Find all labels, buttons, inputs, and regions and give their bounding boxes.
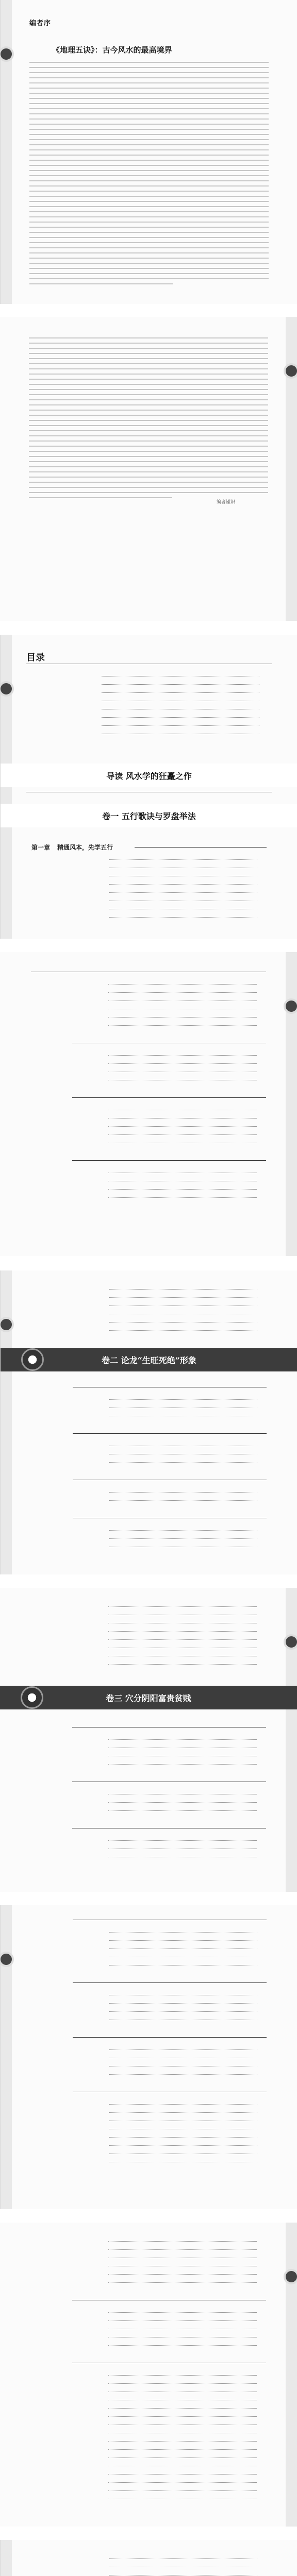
toc-entry[interactable] bbox=[41, 1060, 266, 1066]
preface-body-continued bbox=[29, 337, 268, 502]
toc-entry[interactable] bbox=[41, 2438, 266, 2444]
toc-entry[interactable] bbox=[41, 1052, 266, 1058]
toc-item[interactable] bbox=[29, 714, 267, 720]
toc-entry[interactable] bbox=[41, 2317, 266, 2324]
toc-entry[interactable] bbox=[42, 1319, 267, 1325]
toc-entry[interactable] bbox=[41, 1744, 266, 1751]
book-page-5 bbox=[0, 1270, 297, 1574]
toc-entry[interactable] bbox=[42, 1945, 267, 1952]
toc-entry[interactable] bbox=[41, 2421, 266, 2428]
page-spine bbox=[286, 1588, 297, 1892]
spine-emblem-icon bbox=[0, 1952, 14, 1967]
page-spine bbox=[1, 1270, 12, 1574]
chapter-rule bbox=[135, 847, 267, 848]
toc-entry[interactable] bbox=[42, 2109, 267, 2115]
toc-entry[interactable] bbox=[41, 2430, 266, 2436]
toc-entry[interactable] bbox=[41, 2454, 266, 2461]
chapter-rule bbox=[73, 1982, 267, 1983]
toc-entry[interactable] bbox=[41, 1077, 266, 1083]
toc-entry[interactable] bbox=[42, 906, 267, 912]
page-spine bbox=[286, 2223, 297, 2527]
toc-entry[interactable] bbox=[41, 1653, 266, 1659]
preface-body bbox=[29, 62, 269, 289]
toc-entry[interactable] bbox=[41, 1761, 266, 1767]
toc-entry[interactable] bbox=[42, 1954, 267, 1960]
toc-entry[interactable] bbox=[42, 2142, 267, 2148]
toc-entry[interactable] bbox=[41, 2372, 266, 2378]
toc-entry[interactable] bbox=[42, 1459, 267, 1465]
toc-entry[interactable] bbox=[41, 1115, 266, 1121]
toc-entry[interactable] bbox=[42, 2055, 267, 2061]
page-spine bbox=[1, 2540, 12, 2576]
book-page-6 bbox=[0, 1588, 297, 1892]
volume-title: 卷二 论龙“生旺死绝”形象 bbox=[102, 1355, 196, 1365]
toc-entry[interactable] bbox=[42, 856, 267, 862]
toc-item[interactable] bbox=[29, 722, 267, 728]
toc-entry[interactable] bbox=[42, 2134, 267, 2140]
chapter-heading: 第一章 bbox=[31, 844, 51, 851]
toc-entry[interactable] bbox=[41, 2479, 266, 2485]
toc-item[interactable] bbox=[29, 681, 267, 687]
toc-title: 目录 bbox=[26, 652, 45, 663]
toc-entry[interactable] bbox=[41, 1645, 266, 1651]
toc-entry[interactable] bbox=[41, 1107, 266, 1113]
toc-entry[interactable] bbox=[42, 1992, 267, 1998]
toc-entry[interactable] bbox=[41, 2309, 266, 2315]
toc-entry[interactable] bbox=[41, 1845, 266, 1852]
toc-entry[interactable] bbox=[42, 1937, 267, 1943]
volume-title: 卷一 五行歌诀与罗盘举法 bbox=[102, 811, 196, 821]
toc-entry[interactable] bbox=[42, 1489, 267, 1495]
chapter-rule bbox=[73, 1433, 267, 1434]
toc-entry[interactable] bbox=[42, 1294, 267, 1300]
toc-entry[interactable] bbox=[41, 2279, 266, 2285]
guide-title: 导读 风水学的狂矗之作 bbox=[106, 771, 192, 781]
toc-entry[interactable] bbox=[42, 2126, 267, 2132]
guide-banner bbox=[1, 764, 297, 787]
spine-emblem-icon bbox=[0, 46, 14, 62]
signature: 编者谨识 bbox=[216, 500, 235, 505]
toc-entry[interactable] bbox=[42, 2117, 267, 2124]
toc-entry[interactable] bbox=[41, 1186, 266, 1192]
toc-entry[interactable] bbox=[42, 2046, 267, 2053]
toc-entry[interactable] bbox=[41, 1131, 266, 1138]
page-spine bbox=[286, 952, 297, 1256]
toc-entry[interactable] bbox=[41, 997, 266, 1004]
chapter-rule bbox=[72, 1160, 266, 1161]
toc-entry[interactable] bbox=[41, 1612, 266, 1618]
book-page-9 bbox=[0, 2540, 297, 2576]
toc-entry[interactable] bbox=[41, 2446, 266, 2452]
toc-entry[interactable] bbox=[42, 1404, 267, 1411]
book-page-8 bbox=[0, 2223, 297, 2527]
book-page-1 bbox=[0, 0, 297, 304]
toc-entry[interactable] bbox=[42, 1286, 267, 1292]
toc-entry[interactable] bbox=[41, 989, 266, 995]
volume-title: 卷三 穴分阴阳富贵贫贱 bbox=[106, 1693, 191, 1703]
book-page-3 bbox=[0, 635, 297, 939]
toc-entry[interactable] bbox=[41, 2471, 266, 2477]
toc-entry[interactable] bbox=[42, 2150, 267, 2157]
toc-entry[interactable] bbox=[41, 1170, 266, 1176]
toc-entry[interactable] bbox=[41, 2334, 266, 2340]
toc-entry[interactable] bbox=[41, 2255, 266, 2261]
toc-entry[interactable] bbox=[42, 1443, 267, 1449]
toc-item[interactable] bbox=[29, 706, 267, 712]
preface-title: 《地理五诀》：古今风水的最高境界 bbox=[52, 45, 172, 55]
toc-entry[interactable] bbox=[42, 2159, 267, 2165]
toc-item[interactable] bbox=[29, 731, 267, 737]
toc-entry[interactable] bbox=[41, 1603, 266, 1609]
toc-entry[interactable] bbox=[42, 1327, 267, 1333]
toc-entry[interactable] bbox=[41, 981, 266, 987]
toc-entry[interactable] bbox=[41, 1628, 266, 1634]
toc-entry[interactable] bbox=[41, 1123, 266, 1129]
bagua-emblem-icon bbox=[21, 1348, 44, 1371]
toc-entry[interactable] bbox=[42, 2000, 267, 2006]
spine-emblem-icon bbox=[284, 998, 297, 1014]
toc-entry[interactable] bbox=[42, 1962, 267, 1968]
toc-entry[interactable] bbox=[41, 1014, 266, 1020]
toc-entry[interactable] bbox=[41, 2463, 266, 2469]
toc-item[interactable] bbox=[29, 673, 267, 679]
toc-entry[interactable] bbox=[42, 2555, 267, 2562]
toc-entry[interactable] bbox=[41, 2342, 266, 2348]
toc-entry[interactable] bbox=[42, 2101, 267, 2107]
spine-emblem-icon bbox=[0, 1317, 14, 1332]
toc-entry[interactable] bbox=[42, 2071, 267, 2077]
spine-emblem-icon bbox=[284, 1634, 297, 1650]
spine-emblem-icon bbox=[284, 363, 297, 379]
book-page-2 bbox=[0, 317, 297, 621]
page-spine bbox=[1, 0, 12, 304]
page-header: 编者序 bbox=[29, 20, 52, 27]
toc-item[interactable] bbox=[29, 689, 267, 696]
toc-item[interactable] bbox=[29, 698, 267, 704]
toc-entry[interactable] bbox=[41, 2246, 266, 2252]
toc-entry[interactable] bbox=[42, 1451, 267, 1457]
toc-entry[interactable] bbox=[42, 2572, 267, 2576]
toc-entry[interactable] bbox=[41, 1069, 266, 1075]
toc-entry[interactable] bbox=[41, 2405, 266, 2411]
chapter-rule bbox=[72, 1097, 266, 1098]
toc-entry[interactable] bbox=[42, 1535, 267, 1541]
toc-entry[interactable] bbox=[41, 1006, 266, 1012]
toc-entry[interactable] bbox=[42, 914, 267, 920]
toc-entry[interactable] bbox=[42, 881, 267, 887]
toc-entry[interactable] bbox=[42, 2564, 267, 2570]
chapter-title: 精通风本，先学五行 bbox=[57, 844, 113, 851]
toc-entry[interactable] bbox=[41, 2397, 266, 2403]
toc-entry[interactable] bbox=[42, 865, 267, 871]
page-spine bbox=[1, 1905, 12, 2209]
spine-emblem-icon bbox=[0, 681, 14, 697]
toc-entry[interactable] bbox=[42, 1497, 267, 1503]
toc-entry[interactable] bbox=[42, 1396, 267, 1402]
toc-entry[interactable] bbox=[41, 2380, 266, 2386]
volume-banner bbox=[1, 1348, 297, 1371]
toc-entry[interactable] bbox=[41, 1194, 266, 1200]
toc-entry[interactable] bbox=[41, 1799, 266, 1805]
book-page-7 bbox=[0, 1905, 297, 2209]
toc-entry[interactable] bbox=[41, 1753, 266, 1759]
toc-entry[interactable] bbox=[41, 1178, 266, 1184]
bagua-emblem-icon bbox=[21, 1686, 43, 1709]
toc-entry[interactable] bbox=[41, 2326, 266, 2332]
toc-entry[interactable] bbox=[42, 1929, 267, 1935]
toc-entry[interactable] bbox=[41, 1661, 266, 1667]
toc-entry[interactable] bbox=[42, 1527, 267, 1533]
chapter-rule bbox=[73, 2037, 267, 2038]
toc-entry[interactable] bbox=[41, 1807, 266, 1814]
toc-entry[interactable] bbox=[42, 889, 267, 895]
toc-entry[interactable] bbox=[41, 2496, 266, 2502]
toc-entry[interactable] bbox=[42, 897, 267, 904]
book-page-4 bbox=[0, 952, 297, 1256]
toc-entry[interactable] bbox=[41, 1791, 266, 1797]
toc-entry[interactable] bbox=[42, 2008, 267, 2014]
toc-entry[interactable] bbox=[41, 2238, 266, 2244]
volume-banner bbox=[1, 804, 297, 827]
toc-entry[interactable] bbox=[41, 1736, 266, 1742]
toc-entry[interactable] bbox=[42, 1413, 267, 1419]
spine-emblem-icon bbox=[284, 2269, 297, 2284]
toc-entry[interactable] bbox=[41, 1636, 266, 1642]
toc-entry[interactable] bbox=[42, 2016, 267, 2023]
toc-entry[interactable] bbox=[42, 1311, 267, 1317]
toc-entry[interactable] bbox=[41, 2413, 266, 2419]
toc-entry[interactable] bbox=[42, 873, 267, 879]
toc-entry[interactable] bbox=[41, 2487, 266, 2494]
toc-entry[interactable] bbox=[41, 1837, 266, 1843]
toc-entry[interactable] bbox=[41, 1022, 266, 1028]
toc-entry[interactable] bbox=[41, 2263, 266, 2269]
toc-entry[interactable] bbox=[41, 2271, 266, 2277]
toc-entry[interactable] bbox=[41, 2388, 266, 2395]
toc-entry[interactable] bbox=[42, 1302, 267, 1309]
volume-banner bbox=[0, 1686, 297, 1709]
toc-entry[interactable] bbox=[42, 2063, 267, 2069]
toc-entry[interactable] bbox=[41, 1854, 266, 1860]
toc-entry[interactable] bbox=[41, 1620, 266, 1626]
toc-entry[interactable] bbox=[41, 1140, 266, 1146]
page-spine bbox=[286, 317, 297, 621]
toc-entry[interactable] bbox=[42, 1544, 267, 1550]
